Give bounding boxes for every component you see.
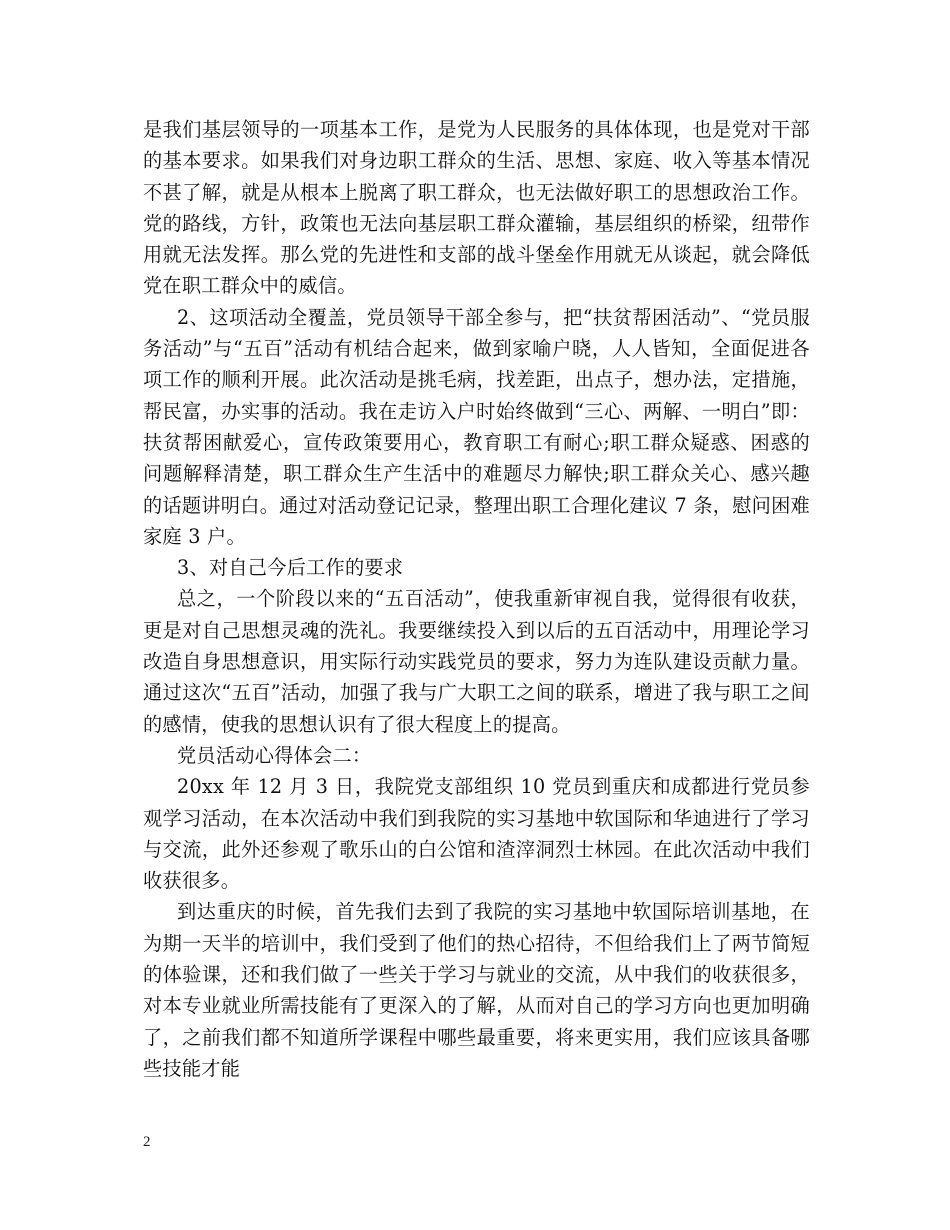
paragraph-6: 20xx 年 12 月 3 日，我院党支部组织 10 党员到重庆和成都进行党员参观学习活动，在本次活动中我们到我院的实习基地中软国际和华迪进行了学习与交流，此外还参观了歌乐山的白公馆和渣滓洞烈士林园。在此次活动中我们收获很多。 [143, 775, 810, 893]
paragraph-4: 总之，一个阶段以来的“五百活动”，使我重新审视自我，觉得很有收获，更是对自己思想灵魂的洗礼。我要继续投入到以后的五百活动中，用理论学习改造自身思想意识，用实际行动实践党员的要求，努力为连队建设贡献力量。通过这次“五百”活动，加强了我与广大职工之间的联系，增进了我与职工之间的感情，使我的思想认识有了很大程度上的提高。 [143, 587, 810, 736]
page-number: 2 [143, 1134, 151, 1150]
paragraph-3-heading: 3、对自己今后工作的要求 [177, 556, 404, 580]
paragraph-5-heading: 党员活动心得体会二： [177, 743, 372, 767]
document-body [143, 114, 810, 1084]
paragraph-1: 是我们基层领导的一项基本工作，是党为人民服务的具体体现，也是党对干部的基本要求。如果我们对身边职工群众的生活、思想、家庭、收入等基本情况不甚了解，就是从根本上脱离了职工群众，也无法做好职工的思想政治工作。党的路线，方针，政策也无法向基层职工群众灌输，基层组织的桥梁，纽带作用就无法发挥。那么党的先进性和支部的战斗堡垒作用就无从谈起，就会降低党在职工群众中的威信。 [143, 118, 810, 298]
paragraph-2: 2、这项活动全覆盖，党员领导干部全参与，把“扶贫帮困活动”、“党员服务活动”与“五百”活动有机结合起来，做到家喻户晓，人人皆知，全面促进各项工作的顺利开展。此次活动是挑毛病，找差距，出点子，想办法，定措施，帮民富，办实事的活动。我在走访入户时始终做到“三心、两解、一明白”即：扶贫帮困献爱心，宣传政策要用心，教育职工有耐心;职工群众疑惑、困惑的问题解释清楚，职工群众生产生活中的难题尽力解快;职工群众关心、感兴趣的话题讲明白。通过对活动登记记录，整理出职工合理化建议 7 条，慰问困难家庭 3 户。 [143, 305, 810, 548]
paragraph-7: 到达重庆的时候，首先我们去到了我院的实习基地中软国际培训基地，在为期一天半的培训中，我们受到了他们的热心招待，不但给我们上了两节简短的体验课，还和我们做了一些关于学习与就业的交流，从中我们的收获很多，对本专业就业所需技能有了更深入的了解，从而对自己的学习方向也更加明确了，之前我们都不知道所学课程中哪些最重要，将来更实用，我们应该具备哪些技能才能 [143, 900, 810, 1080]
